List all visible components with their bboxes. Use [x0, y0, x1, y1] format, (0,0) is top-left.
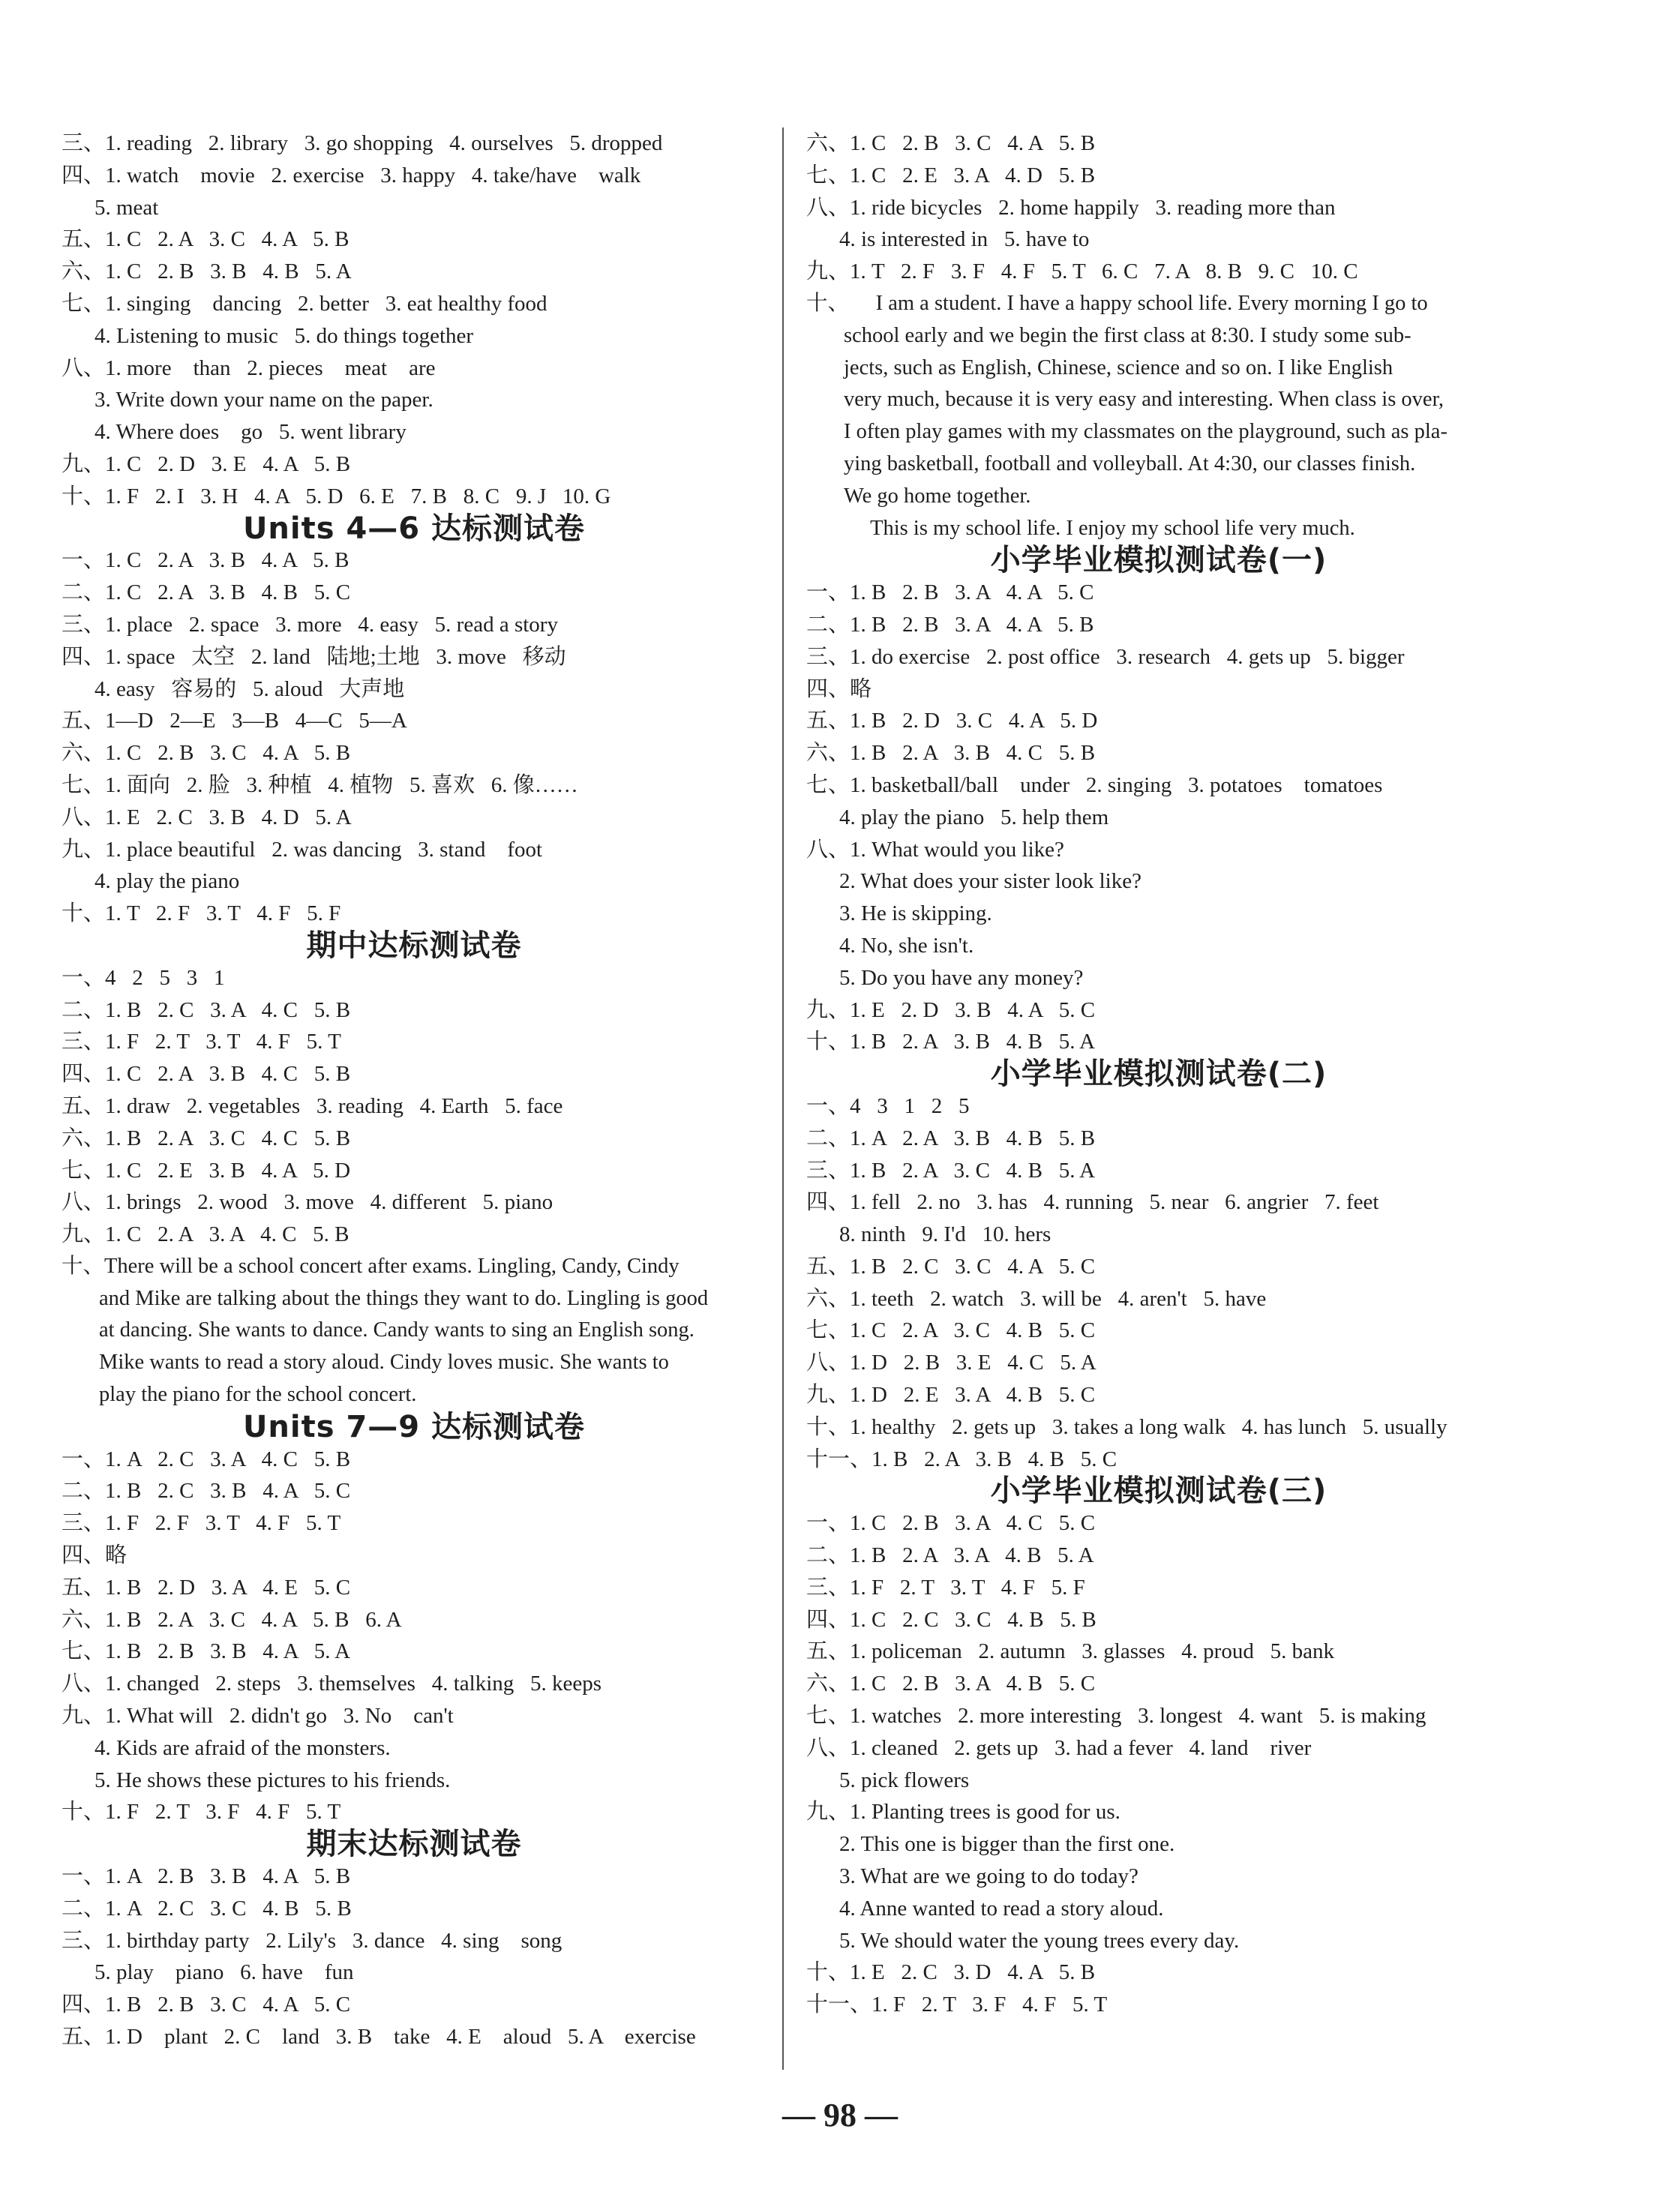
answer-line: 二、1. B 2. C 3. B 4. A 5. C — [62, 1479, 351, 1504]
answer-line: 一、4 2 5 3 1 — [62, 965, 225, 990]
answer-line: 5. He shows these pictures to his friends. — [94, 1768, 451, 1792]
answer-line: 8. ninth 9. I'd 10. hers — [839, 1222, 1052, 1247]
answer-line: 八、1. D 2. B 3. E 4. C 5. A — [806, 1351, 1096, 1375]
answer-line: 4. play the piano — [94, 869, 240, 894]
left-column — [62, 127, 766, 2053]
essay-line: play the piano for the school concert. — [99, 1383, 417, 1407]
essay-line: 十、There will be a school concert after exams. Lingling, Candy, Cindy — [62, 1254, 680, 1278]
answer-line: 二、1. B 2. A 3. A 4. B 5. A — [806, 1543, 1094, 1568]
answer-line: 十、1. F 2. I 3. H 4. A 5. D 6. E 7. B 8. C 9. J 10. G — [62, 484, 611, 508]
answer-line: 4. Listening to music 5. do things together — [94, 323, 474, 348]
answer-line: 十一、1. F 2. T 3. F 4. F 5. T — [806, 1993, 1108, 2017]
answer-line: 2. What does your sister look like? — [839, 869, 1142, 894]
answer-line: 四、略 — [62, 1543, 128, 1568]
answer-line: 5. meat — [94, 195, 159, 220]
answer-line: 二、1. A 2. C 3. C 4. B 5. B — [62, 1896, 352, 1921]
section-heading: 小学毕业模拟测试卷(一) — [990, 543, 1328, 578]
answer-line: 二、1. A 2. A 3. B 4. B 5. B — [806, 1126, 1096, 1150]
answer-line: 三、1. B 2. A 3. C 4. B 5. A — [806, 1158, 1096, 1183]
essay-line: at dancing. She wants to dance. Candy wants to sing an English song. — [99, 1318, 694, 1342]
answer-line: 4. Anne wanted to read a story aloud. — [839, 1896, 1164, 1921]
essay-line: ying basketball, football and volleyball. At 4:30, our classes finish. — [844, 451, 1416, 475]
answer-line: 十、1. B 2. A 3. B 4. B 5. A — [806, 1030, 1096, 1054]
answer-line: 三、1. F 2. T 3. T 4. F 5. F — [806, 1575, 1085, 1600]
answer-line: 五、1—D 2—E 3—B 4—C 5—A — [62, 709, 407, 733]
answer-line: 八、1. changed 2. steps 3. themselves 4. talking 5. keeps — [62, 1672, 602, 1696]
answer-line: 三、1. F 2. F 3. T 4. F 5. T — [62, 1511, 341, 1536]
answer-line: 七、1. C 2. E 3. A 4. D 5. B — [806, 163, 1096, 187]
section-heading: Units 4—6 达标测试卷 — [242, 511, 586, 546]
essay-line: school early and we begin the first class at 8:30. I study some sub- — [844, 323, 1412, 347]
answer-line: 九、1. C 2. A 3. A 4. C 5. B — [62, 1222, 350, 1247]
answer-line: 五、1. policeman 2. autumn 3. glasses 4. proud 5. bank — [806, 1639, 1334, 1664]
answer-line: 六、1. C 2. B 3. C 4. A 5. B — [806, 131, 1096, 155]
answer-line: 4. is interested in 5. have to — [839, 227, 1090, 252]
answer-line: 五、1. B 2. D 3. A 4. E 5. C — [62, 1575, 351, 1600]
answer-line: 三、1. place 2. space 3. more 4. easy 5. read a story — [62, 612, 558, 637]
answer-line: 三、1. birthday party 2. Lily's 3. dance 4. sing song — [62, 1928, 562, 1953]
answer-line: 二、1. B 2. C 3. A 4. C 5. B — [62, 997, 351, 1022]
answer-line: 五、1. C 2. A 3. C 4. A 5. B — [62, 227, 350, 252]
answer-line: 一、1. A 2. C 3. A 4. C 5. B — [62, 1447, 351, 1471]
answer-line: 五、1. B 2. D 3. C 4. A 5. D — [806, 709, 1098, 733]
answer-line: 一、1. C 2. B 3. A 4. C 5. C — [806, 1511, 1096, 1536]
answer-line: 一、1. C 2. A 3. B 4. A 5. B — [62, 548, 350, 573]
essay-line: Mike wants to read a story aloud. Cindy loves music. She wants to — [99, 1351, 669, 1375]
section-heading: Units 7—9 达标测试卷 — [242, 1409, 586, 1444]
answer-line: 八、1. ride bicycles 2. home happily 3. reading more than — [806, 195, 1336, 220]
essay-line: jects, such as English, Chinese, science and so on. I like English — [844, 355, 1394, 379]
section-heading: 期末达标测试卷 — [306, 1827, 522, 1862]
answer-line: 六、1. teeth 2. watch 3. will be 4. aren't 5. have — [806, 1286, 1267, 1311]
answer-line: 五、1. draw 2. vegetables 3. reading 4. Earth 5. face — [62, 1093, 563, 1118]
answer-line: 十、1. healthy 2. gets up 3. takes a long walk 4. has lunch 5. usually — [806, 1414, 1448, 1439]
answer-line: 七、1. C 2. A 3. C 4. B 5. C — [806, 1318, 1096, 1343]
answer-line: 六、1. C 2. B 3. C 4. A 5. B — [62, 741, 351, 766]
section-heading: 小学毕业模拟测试卷(三) — [990, 1474, 1328, 1509]
answer-line: 四、1. C 2. A 3. B 4. C 5. B — [62, 1062, 351, 1087]
section-heading: 期中达标测试卷 — [306, 928, 522, 963]
answer-line: 十、1. F 2. T 3. F 4. F 5. T — [62, 1800, 341, 1825]
answer-line: 八、1. cleaned 2. gets up 3. had a fever 4. land river — [806, 1735, 1312, 1760]
answer-line: 四、1. fell 2. no 3. has 4. running 5. near 6. angrier 7. feet — [806, 1190, 1379, 1215]
answer-line: 4. play the piano 5. help them — [839, 805, 1109, 829]
answer-line: 4. No, she isn't. — [839, 933, 974, 958]
answer-line: 八、1. brings 2. wood 3. move 4. different 5. piano — [62, 1190, 554, 1215]
answer-line: 七、1. B 2. B 3. B 4. A 5. A — [62, 1639, 351, 1664]
answer-line: 一、1. B 2. B 3. A 4. A 5. C — [806, 580, 1094, 605]
answer-line: 三、1. F 2. T 3. T 4. F 5. T — [62, 1030, 341, 1054]
answer-line: 四、1. watch movie 2. exercise 3. happy 4. take/have walk — [62, 163, 641, 187]
answer-line: 五、1. B 2. C 3. C 4. A 5. C — [806, 1254, 1096, 1279]
right-column — [806, 127, 1511, 2021]
answer-line: 四、1. B 2. B 3. C 4. A 5. C — [62, 1993, 351, 2017]
answer-line: 3. He is skipping. — [839, 901, 992, 926]
answer-line: 九、1. T 2. F 3. F 4. F 5. T 6. C 7. A 8. B 9. C 10. C — [806, 259, 1358, 284]
answer-line: 六、1. B 2. A 3. C 4. C 5. B — [62, 1126, 351, 1150]
answer-line: 九、1. C 2. D 3. E 4. A 5. B — [62, 451, 351, 476]
answer-line: 九、1. Planting trees is good for us. — [806, 1800, 1120, 1825]
column-divider — [782, 127, 784, 2070]
answer-line: 六、1. B 2. A 3. C 4. A 5. B 6. A — [62, 1607, 402, 1632]
answer-line: 2. This one is bigger than the first one. — [839, 1832, 1175, 1857]
answer-line: 五、1. D plant 2. C land 3. B take 4. E aloud 5. A exercise — [62, 2025, 696, 2050]
essay-line: 十、 I am a student. I have a happy school life. Every morning I go to — [806, 291, 1428, 315]
answer-line: 三、1. do exercise 2. post office 3. research 4. gets up 5. bigger — [806, 644, 1405, 669]
answer-line: 十一、1. B 2. A 3. B 4. B 5. C — [806, 1447, 1118, 1471]
answer-line: 十、1. T 2. F 3. T 4. F 5. F — [62, 901, 341, 926]
answer-line: 三、1. reading 2. library 3. go shopping 4. ourselves 5. dropped — [62, 131, 663, 155]
answer-line: 七、1. basketball/ball under 2. singing 3. potatoes tomatoes — [806, 772, 1383, 797]
answer-line: 3. Write down your name on the paper. — [94, 388, 434, 412]
essay-line: and Mike are talking about the things they want to do. Lingling is good — [99, 1286, 709, 1310]
section-heading: 小学毕业模拟测试卷(二) — [990, 1057, 1328, 1092]
answer-line: 5. play piano 6. have fun — [94, 1960, 354, 1985]
answer-line: 八、1. E 2. C 3. B 4. D 5. A — [62, 805, 352, 829]
answer-line: 5. pick flowers — [839, 1768, 970, 1792]
answer-line: 八、1. What would you like? — [806, 837, 1064, 862]
answer-line: 六、1. C 2. B 3. B 4. B 5. A — [62, 259, 352, 284]
answer-line: 七、1. 面向 2. 脸 3. 种植 4. 植物 5. 喜欢 6. 像…… — [62, 772, 578, 797]
answer-line: 四、1. space 太空 2. land 陆地;土地 3. move 移动 — [62, 644, 566, 669]
answer-line: 九、1. What will 2. didn't go 3. No can't — [62, 1704, 454, 1729]
essay-line: I often play games with my classmates on the playground, such as pla- — [844, 420, 1448, 444]
answer-line: 4. Where does go 5. went library — [94, 420, 406, 445]
answer-line: 四、略 — [806, 676, 872, 701]
answer-line: 二、1. B 2. B 3. A 4. A 5. B — [806, 612, 1094, 637]
answer-line: 九、1. place beautiful 2. was dancing 3. stand foot — [62, 837, 543, 862]
essay-line: very much, because it is very easy and interesting. When class is over, — [844, 388, 1444, 412]
essay-line: This is my school life. I enjoy my school life very much. — [844, 516, 1355, 540]
answer-line: 七、1. watches 2. more interesting 3. longest 4. want 5. is making — [806, 1704, 1426, 1729]
answer-line: 5. Do you have any money? — [839, 965, 1084, 990]
page-number: — 98 — — [782, 2097, 898, 2134]
answer-line: 六、1. C 2. B 3. A 4. B 5. C — [806, 1672, 1096, 1696]
answer-line: 一、4 3 1 2 5 — [806, 1093, 970, 1118]
answer-line: 十、1. E 2. C 3. D 4. A 5. B — [806, 1960, 1096, 1985]
answer-line: 六、1. B 2. A 3. B 4. C 5. B — [806, 741, 1096, 766]
answer-line: 八、1. more than 2. pieces meat are — [62, 355, 436, 380]
answer-line: 四、1. C 2. C 3. C 4. B 5. B — [806, 1607, 1096, 1632]
answer-line: 4. Kids are afraid of the monsters. — [94, 1735, 391, 1760]
essay-line: We go home together. — [844, 484, 1031, 508]
answer-line: 5. We should water the young trees every day. — [839, 1928, 1240, 1953]
answer-line: 七、1. C 2. E 3. B 4. A 5. D — [62, 1158, 351, 1183]
answer-line: 九、1. D 2. E 3. A 4. B 5. C — [806, 1383, 1096, 1408]
answer-line: 4. easy 容易的 5. aloud 大声地 — [94, 676, 405, 701]
answer-line: 二、1. C 2. A 3. B 4. B 5. C — [62, 580, 351, 605]
answer-line: 九、1. E 2. D 3. B 4. A 5. C — [806, 997, 1096, 1022]
answer-line: 一、1. A 2. B 3. B 4. A 5. B — [62, 1864, 351, 1889]
answer-line: 七、1. singing dancing 2. better 3. eat healthy food — [62, 291, 548, 316]
answer-line: 3. What are we going to do today? — [839, 1864, 1138, 1889]
